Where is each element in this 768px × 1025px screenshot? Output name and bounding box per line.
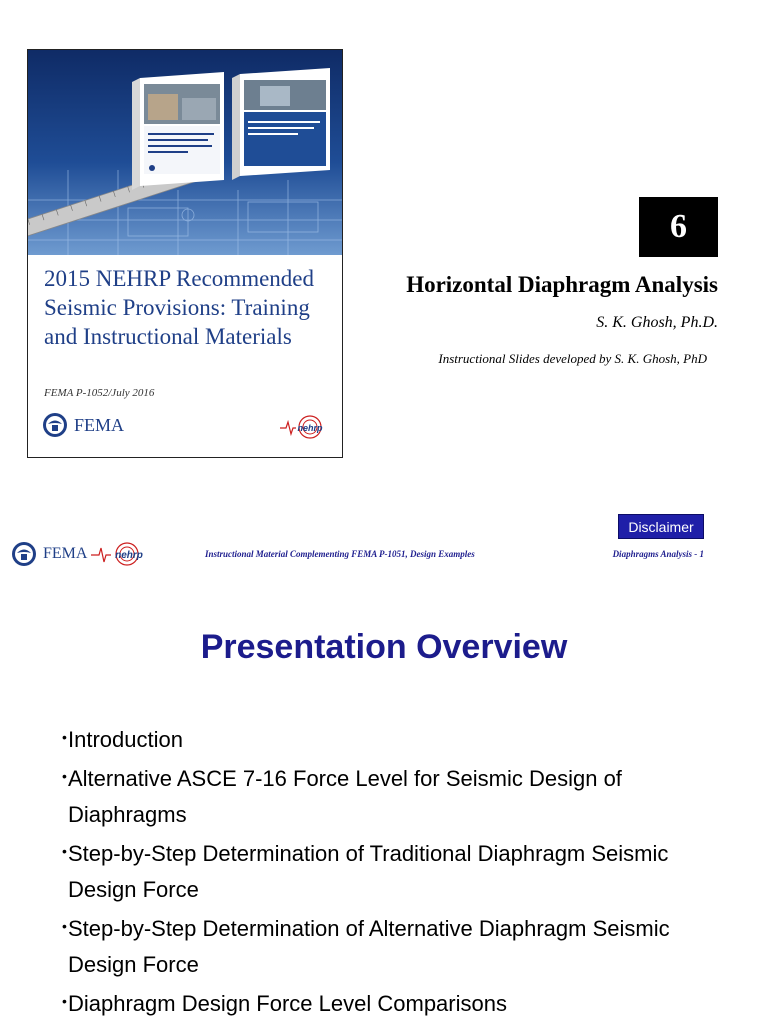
fema-seal-icon	[42, 412, 68, 438]
list-item	[62, 761, 712, 833]
cover-fema-text: FEMA	[74, 414, 125, 435]
author-name: S. K. Ghosh, Ph.D.	[596, 314, 718, 331]
overview-list	[62, 722, 712, 1025]
bullet-icon: •	[62, 768, 67, 784]
bullet-icon: •	[62, 729, 67, 745]
credit-line: Instructional Slides developed by S. K. Ghosh, PhD	[438, 351, 707, 366]
cover-image-panel	[27, 49, 343, 458]
footer-center-text: Instructional Material Complementing FEMA P-1051, Design Examples	[205, 549, 475, 559]
list-item-text: Step-by-Step Determination of Alternative Diaphragm Seismic Design Force	[68, 916, 670, 977]
bullet-icon: •	[62, 993, 67, 1009]
footer-logos	[11, 541, 151, 567]
book-design-examples	[232, 68, 330, 180]
list-item	[62, 911, 712, 983]
list-item-text: Step-by-Step Determination of Traditional Diaphragm Seismic Design Force	[68, 841, 669, 902]
cover-blueprint-image	[28, 50, 342, 255]
list-item-text: Diaphragm Design Force Level Comparisons	[68, 991, 507, 1016]
list-item	[62, 836, 712, 908]
overview-title: Presentation Overview	[200, 628, 568, 666]
footer-slide-number: Diaphragms Analysis - 1	[612, 549, 704, 559]
cover-nehrp-logo	[280, 414, 328, 445]
svg-text:nehrp: nehrp	[297, 423, 323, 433]
slide-title: Horizontal Diaphragm Analysis	[406, 272, 718, 297]
slide-footer	[0, 538, 768, 570]
disclaimer-button[interactable]: Disclaimer	[618, 514, 704, 539]
fema-seal-icon	[11, 541, 37, 567]
list-item	[62, 986, 712, 1022]
cover-subtitle: FEMA P-1052/July 2016	[44, 387, 155, 399]
chapter-number-box: 6	[639, 197, 718, 257]
list-item-text: Introduction	[68, 727, 183, 752]
nehrp-logo-icon	[280, 414, 328, 440]
list-item	[62, 722, 712, 758]
nehrp-logo-icon	[91, 541, 151, 567]
bullet-icon: •	[62, 918, 67, 934]
bullet-icon: •	[62, 843, 67, 859]
cover-fema-logo	[42, 412, 124, 438]
svg-text:nehrp: nehrp	[115, 550, 144, 561]
cover-title: 2015 NEHRP Recommended Seismic Provisions: Training and Instructional Materials	[44, 266, 315, 349]
book-provisions	[132, 72, 224, 190]
footer-fema-text: FEMA	[43, 545, 88, 562]
list-item-text: Alternative ASCE 7-16 Force Level for Seismic Design of Diaphragms	[68, 766, 622, 827]
